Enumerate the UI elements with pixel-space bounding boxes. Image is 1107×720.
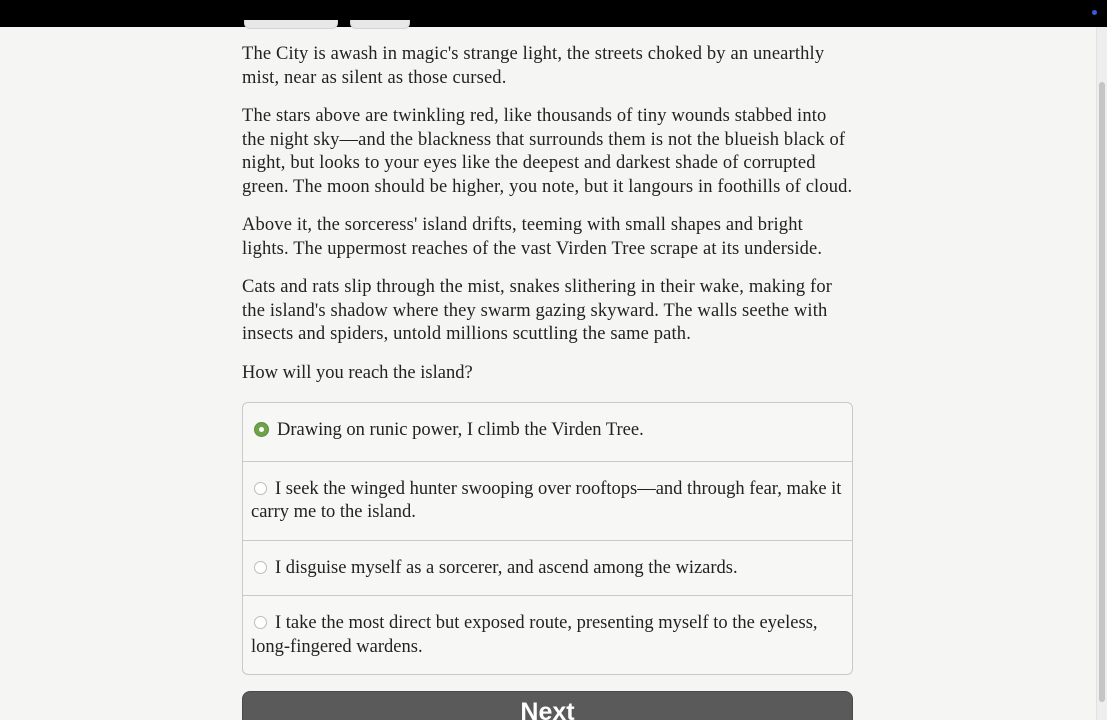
radio-selected-icon[interactable] xyxy=(254,422,269,437)
choice-option-direct-route[interactable] xyxy=(243,595,852,674)
choice-label: I disguise myself as a sorcerer, and ascend among the wizards. xyxy=(275,557,738,578)
choice-list xyxy=(242,402,853,675)
choice-question: How will you reach the island? xyxy=(242,362,473,383)
story-paragraph: The City is awash in magic's strange light, the streets choked by an unearthly mist, near as silent as those cursed. xyxy=(242,44,825,88)
story-content xyxy=(242,27,854,720)
story-paragraph: Cats and rats slip through the mist, snakes slithering in their wake, making for the island's shadow where they swarm gazing skyward. The walls seethe with insects and spiders, untold millions scuttling the same path. xyxy=(242,277,833,344)
scrollbar-thumb[interactable] xyxy=(1099,82,1105,702)
next-button[interactable]: Next xyxy=(242,691,853,720)
radio-icon[interactable] xyxy=(254,482,267,495)
choice-label: Drawing on runic power, I climb the Virden Tree. xyxy=(277,420,644,440)
choice-label: I take the most direct but exposed route, presenting myself to the eyeless, long-fingered wardens. xyxy=(251,613,818,657)
choice-label: I seek the winged hunter swooping over rooftops—and through fear, make it carry me to the island. xyxy=(251,478,842,522)
radio-icon[interactable] xyxy=(254,561,267,574)
choice-option-disguise[interactable] xyxy=(243,540,852,596)
story-paragraph: The stars above are twinkling red, like thousands of tiny wounds stabbed into the night sky—and the blackness that surrounds them is not the blueish black of night, but looks to your eyes like the deepest and darkest shade of corrupted green. The moon should be higher, you note, but it langours in foothills of cloud. xyxy=(242,106,853,197)
story-paragraph: Above it, the sorceress' island drifts, teeming with small shapes and bright lights. The uppermost reaches of the vast Virden Tree scrape at its underside. xyxy=(242,215,823,259)
choice-option-winged-hunter[interactable] xyxy=(243,461,852,540)
scrollbar[interactable] xyxy=(1096,27,1107,720)
status-dot-icon xyxy=(1092,10,1097,15)
top-bar xyxy=(0,0,1107,27)
choice-option-climb-tree[interactable] xyxy=(243,403,852,461)
radio-icon[interactable] xyxy=(254,616,267,629)
